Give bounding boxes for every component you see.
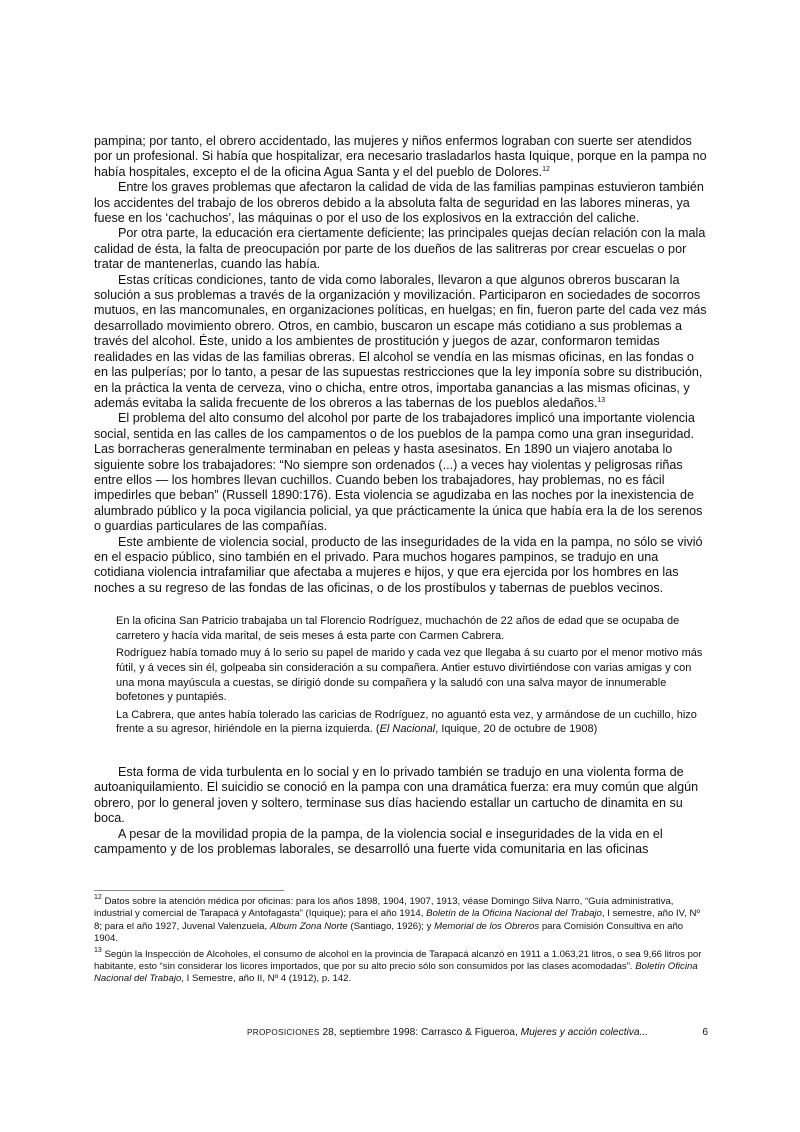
block-quote: [116, 614, 708, 737]
paragraph: Por otra parte, la educación era ciertamente deficiente; las principales quejas decían relación con la mala calidad de ésta, la falta de preocupación por parte de los dueños de las salitreras por crear escuelas o por tratar de mantenerlas, cuando las había.: [94, 226, 706, 272]
quote-paragraph: Rodríguez había tomado muy á lo serio su papel de marido y cada vez que llegaba á su cuarto por el menor motivo más fútil, y á veces sin él, golpeaba sin consideración a su compañera. Antier estuvo divirtiéndose con varias amigas y con una mona mayúscula a cuestas, se dirigió donde su compañera y la saludó con una salva mayor de innumerable bofetones y puntapiés.: [116, 647, 703, 704]
paragraph: A pesar de la movilidad propia de la pampa, de la violencia social e inseguridades de la vida en el campamento y de los problemas laborales, se desarrolló una fuerte vida comunitaria en las oficinas: [94, 826, 663, 856]
main-text: [94, 134, 708, 857]
paragraph: El problema del alto consumo del alcohol por parte de los trabajadores implicó una importante violencia social, sentida en las calles de los campamentos o de los pueblos de la pampa como una gran inseguridad. Las borracheras generalmente terminaban en peleas y hasta asesinatos. En 1890 un viajero anotaba lo siguiente sobre los trabajadores: “No siempre son ordenados (...) a veces hay violentas y peligrosas riñas entre ellos — los hombres llevan cuchillos. Cuando beben los trabajadores, hay problemas, no es fácil impedirles que beban” (Russell 1890:176). Esta violencia se agudizaba en las noches por la inexistencia de alumbrado público y la poca vigilancia policial, ya que prácticamente la única que había era la de los serenos o guardias particulares de las compañías.: [94, 411, 703, 534]
paragraph: Esta forma de vida turbulenta en lo social y en lo privado también se tradujo en una violenta forma de autoaniquilamiento. El suicidio se conoció en la pampa con una dramática fuerza: era muy común que algún obrero, por lo general joven y soltero, terminase sus días haciendo estallar un cartucho de dinamita en su boca.: [94, 764, 699, 826]
running-footer: PROPOSICIONES 28, septiembre 1998: Carrasco & Figueroa, Mujeres y acción colectiva...: [247, 1027, 649, 1038]
quote-paragraph: En la oficina San Patricio trabajaba un tal Florencio Rodríguez, muchachón de 22 años de edad que se ocupaba de carretero y hacía vida marital, de seis meses á esta parte con Carmen Cabrera.: [116, 615, 680, 642]
footnote-12: $^{12}$ Datos sobre la atención médica por oficinas: para los años 1898, 1904, 1907, 1913, véase Domingo Silva Narro, “Guía administrativa, industrial y comercial de Tarapacá y Antofagasta” (Iquique); para el año 1914, Boletín de la Oficina Nacional del Trabajo, I semestre, año IV, Nº 8; para el año 1927, Juvenal Valenzuela, Album Zona Norte (Santiago, 1926); y Memorial de los Obreros para Comisión Consultiva en año 1904.: [94, 894, 700, 945]
page-number: 6: [702, 1027, 708, 1038]
footnote-ref[interactable]: 13: [597, 396, 606, 404]
paragraph: Estas críticas condiciones, tanto de vida como laborales, llevaron a que algunos obreros buscaran la solución a sus problemas a través de la organización y movilización. Participaron en sociedades de socorros mutuos, en las mancomunales, en organizaciones políticas, en huelgas; en fin, fueron parte del cada vez más desarrollado movimiento obrero. Otros, en cambio, buscaron un escape más cotidiano a sus problemas a través del alcohol. Éste, unido a los ambientes de prostitución y juegos de azar, conformaron temidas realidades en las vidas de las familias obreras. El alcohol se vendía en las mismas oficinas, en las fondas o en las pulperías; por lo tanto, a pesar de las supuestas restricciones que la ley imponía sobre su distribución, en la práctica la venta de cerveza, vino o chicha, entre otros, importaba ganancias a las mismas oficinas, y además evitaba la salida frecuente de los obreros a las tabernas de los pueblos aledaños.$^{13}$: [94, 272, 707, 410]
quote-paragraph: La Cabrera, que antes había tolerado las caricias de Rodríguez, no aguantó esta vez, y armándose de un cuchillo, hizo frente a su agresor, hiriéndole en la pierna izquierda. (El Nacional, Iquique, 20 de octubre de 1908): [116, 708, 697, 736]
paragraph: Entre los graves problemas que afectaron la calidad de vida de las familias pampinas estuvieron también los accidentes del trabajo de los obreros debido a la absoluta falta de seguridad en las labores mineras, ya fuese en los ‘cachuchos’, las máquinas o por el uso de los explosivos en la extracción del caliche.: [94, 180, 704, 226]
quote-source: El Nacional: [379, 723, 436, 736]
footnote-13: $^{13}$ Según la Inspección de Alcoholes, el consumo de alcohol en la provincia de Tarapacá alcanzó en 1911 a 1.063,21 litros, o sea 9,66 litros por habitante, esto “sin considerar los licores importados, que por su alto precio sólo son consumidos por las clases acomodadas”. Boletín Oficina Nacional del Trabajo, I Semestre, año II, Nº 4 (1912), p. 142.: [94, 946, 702, 985]
paragraph: Este ambiente de violencia social, producto de las inseguridades de la vida en la pampa, no sólo se vivió en el espacio público, sino también en el privado. Para muchos hogares pampinos, se tradujo en una cotidiana violencia intrafamiliar que afectaba a mujeres e hijos, y que era ejercida por los hombres en las noches a su regreso de las fondas de las oficinas, o de los prostíbulos y tabernas de pueblos vecinos.: [94, 534, 703, 595]
footnote-divider: [94, 890, 284, 891]
footnotes: [94, 896, 708, 989]
footnote-ref[interactable]: 12: [542, 165, 550, 173]
paragraph: pampina; por tanto, el obrero accidentado, las mujeres y niños enfermos lograban con suerte ser atendidos por un profesional. Si había que hospitalizar, era necesario trasladarlos hasta Iquique, porque en la pampa no había hospitales, excepto el de la oficina Agua Santa y el del pueblo de Dolores.$^{12}$: [94, 134, 707, 179]
